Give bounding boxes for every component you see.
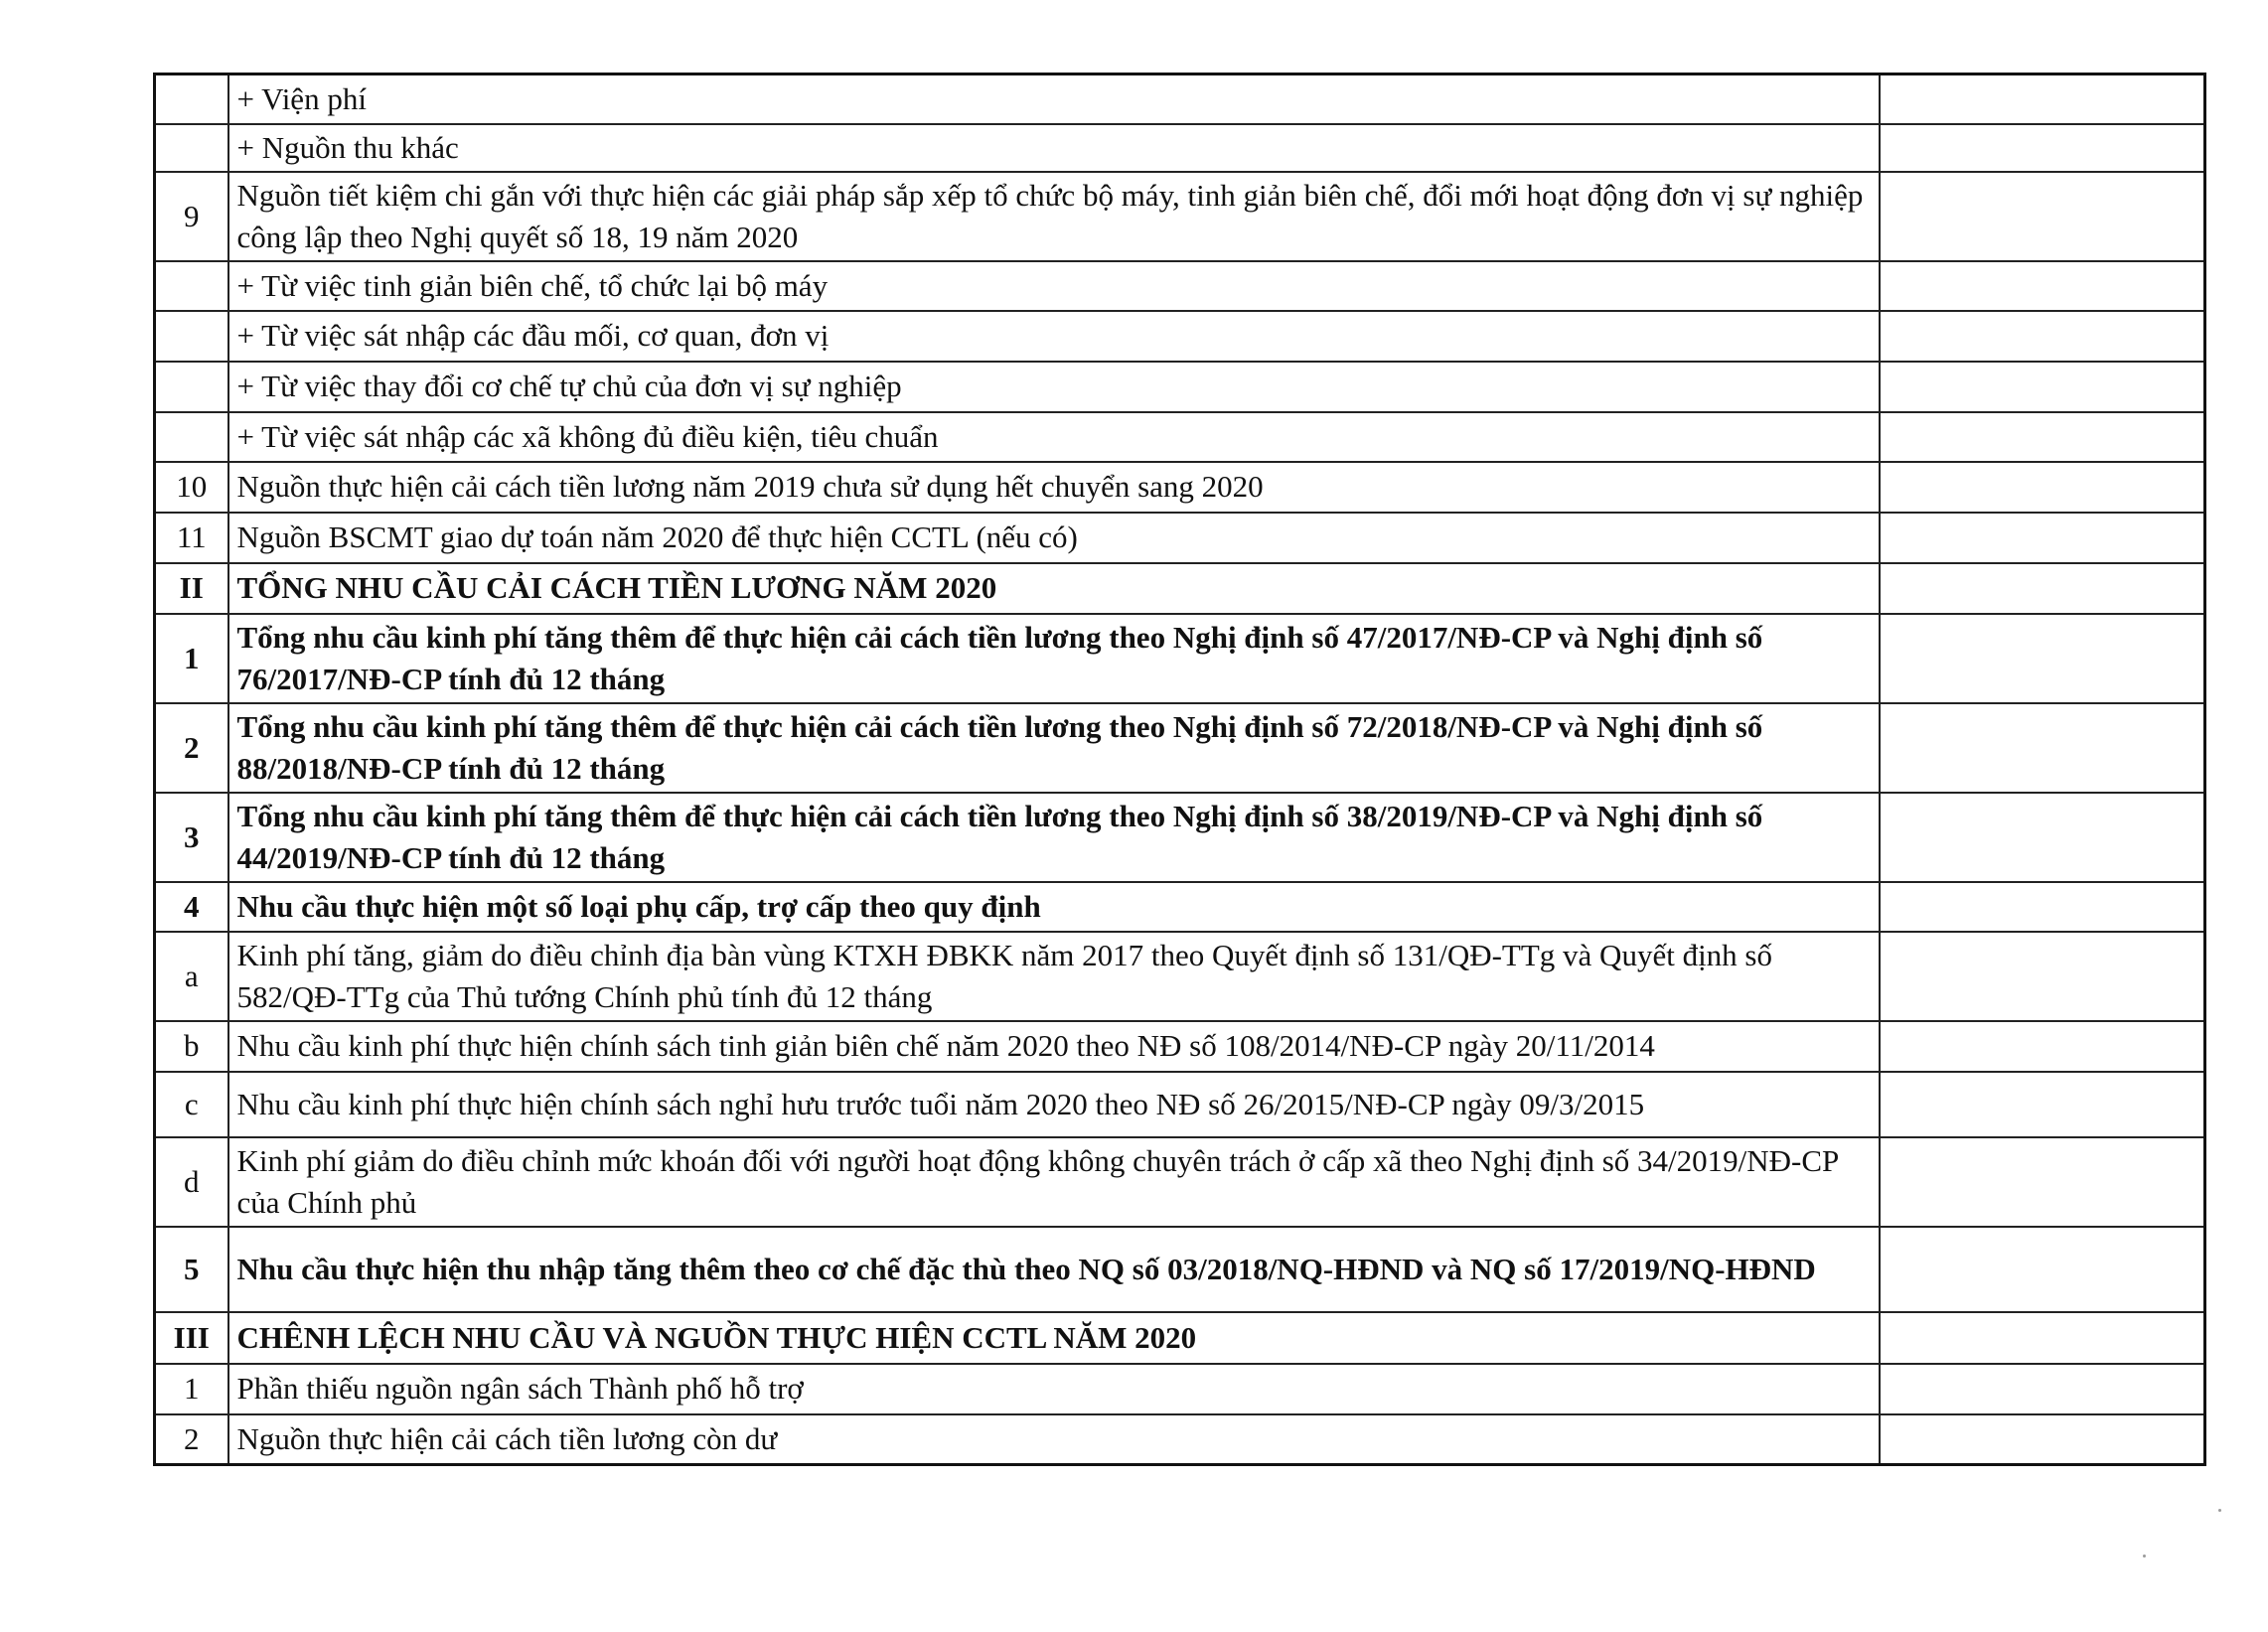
row-value-cell bbox=[1880, 703, 2205, 793]
table-row bbox=[155, 1227, 2205, 1312]
row-number: 5 bbox=[155, 1227, 228, 1312]
row-description: + Nguồn thu khác bbox=[228, 124, 1880, 172]
row-number: d bbox=[155, 1137, 228, 1227]
scan-speck bbox=[2218, 1509, 2221, 1512]
row-number bbox=[155, 412, 228, 462]
section-number: III bbox=[155, 1312, 228, 1364]
table-row bbox=[155, 793, 2205, 882]
table-row bbox=[155, 703, 2205, 793]
row-number: c bbox=[155, 1072, 228, 1137]
row-value-cell bbox=[1880, 261, 2205, 311]
row-number: 1 bbox=[155, 614, 228, 703]
row-description: + Viện phí bbox=[228, 74, 1880, 124]
section-number: II bbox=[155, 563, 228, 614]
row-value-cell bbox=[1880, 563, 2205, 614]
table-row bbox=[155, 1072, 2205, 1137]
row-value-cell bbox=[1880, 614, 2205, 703]
table-row bbox=[155, 261, 2205, 311]
row-number bbox=[155, 362, 228, 412]
row-description: Nhu cầu kinh phí thực hiện chính sách nghỉ hưu trước tuổi năm 2020 theo NĐ số 26/2015/NĐ-CP ngày 09/3/2015 bbox=[228, 1072, 1880, 1137]
row-description: + Từ việc sát nhập các đầu mối, cơ quan, đơn vị bbox=[228, 311, 1880, 362]
row-description: Nguồn tiết kiệm chi gắn với thực hiện các giải pháp sắp xếp tổ chức bộ máy, tinh giản biên chế, đổi mới hoạt động đơn vị sự nghiệp công lập theo Nghị quyết số 18, 19 năm 2020 bbox=[228, 172, 1880, 261]
scan-speck bbox=[2143, 1555, 2146, 1558]
row-value-cell bbox=[1880, 74, 2205, 124]
row-value-cell bbox=[1880, 1227, 2205, 1312]
row-number bbox=[155, 124, 228, 172]
row-description: Nhu cầu thực hiện thu nhập tăng thêm theo cơ chế đặc thù theo NQ số 03/2018/NQ-HĐND và NQ số 17/2019/NQ-HĐND bbox=[228, 1227, 1880, 1312]
row-value-cell bbox=[1880, 172, 2205, 261]
row-number: 2 bbox=[155, 703, 228, 793]
table-row bbox=[155, 362, 2205, 412]
row-description: + Từ việc sát nhập các xã không đủ điều kiện, tiêu chuẩn bbox=[228, 412, 1880, 462]
row-number bbox=[155, 311, 228, 362]
table-row bbox=[155, 311, 2205, 362]
row-number: 10 bbox=[155, 462, 228, 513]
row-number: 9 bbox=[155, 172, 228, 261]
row-description: Nhu cầu kinh phí thực hiện chính sách tinh giản biên chế năm 2020 theo NĐ số 108/2014/NĐ-CP ngày 20/11/2014 bbox=[228, 1021, 1880, 1072]
table-row bbox=[155, 1312, 2205, 1364]
row-value-cell bbox=[1880, 311, 2205, 362]
row-value-cell bbox=[1880, 1414, 2205, 1465]
row-value-cell bbox=[1880, 362, 2205, 412]
table-row bbox=[155, 932, 2205, 1021]
row-description: + Từ việc tinh giản biên chế, tổ chức lại bộ máy bbox=[228, 261, 1880, 311]
row-description: Kinh phí giảm do điều chỉnh mức khoán đối với người hoạt động không chuyên trách ở cấp xã theo Nghị định số 34/2019/NĐ-CP của Chính phủ bbox=[228, 1137, 1880, 1227]
table-row bbox=[155, 124, 2205, 172]
row-value-cell bbox=[1880, 1072, 2205, 1137]
row-number: 4 bbox=[155, 882, 228, 932]
row-number: b bbox=[155, 1021, 228, 1072]
row-description: Nguồn thực hiện cải cách tiền lương còn dư bbox=[228, 1414, 1880, 1465]
row-description: Tổng nhu cầu kinh phí tăng thêm để thực hiện cải cách tiền lương theo Nghị định số 47/2017/NĐ-CP và Nghị định số 76/2017/NĐ-CP tính đủ 12 tháng bbox=[228, 614, 1880, 703]
row-number: 1 bbox=[155, 1364, 228, 1414]
row-description: Nguồn BSCMT giao dự toán năm 2020 để thực hiện CCTL (nếu có) bbox=[228, 513, 1880, 563]
row-value-cell bbox=[1880, 882, 2205, 932]
row-description: Nhu cầu thực hiện một số loại phụ cấp, trợ cấp theo quy định bbox=[228, 882, 1880, 932]
table-row bbox=[155, 74, 2205, 124]
row-value-cell bbox=[1880, 462, 2205, 513]
table-row bbox=[155, 1414, 2205, 1465]
budget-table bbox=[153, 73, 2206, 1466]
table-row bbox=[155, 172, 2205, 261]
table-row bbox=[155, 513, 2205, 563]
row-value-cell bbox=[1880, 513, 2205, 563]
table-row bbox=[155, 882, 2205, 932]
row-description: Phần thiếu nguồn ngân sách Thành phố hỗ trợ bbox=[228, 1364, 1880, 1414]
row-number bbox=[155, 261, 228, 311]
row-number: 3 bbox=[155, 793, 228, 882]
table-row bbox=[155, 1021, 2205, 1072]
row-number: a bbox=[155, 932, 228, 1021]
row-value-cell bbox=[1880, 1364, 2205, 1414]
row-description: Tổng nhu cầu kinh phí tăng thêm để thực hiện cải cách tiền lương theo Nghị định số 38/2019/NĐ-CP và Nghị định số 44/2019/NĐ-CP tính đủ 12 tháng bbox=[228, 793, 1880, 882]
row-value-cell bbox=[1880, 1312, 2205, 1364]
row-value-cell bbox=[1880, 412, 2205, 462]
row-description: Tổng nhu cầu kinh phí tăng thêm để thực hiện cải cách tiền lương theo Nghị định số 72/2018/NĐ-CP và Nghị định số 88/2018/NĐ-CP tính đủ 12 tháng bbox=[228, 703, 1880, 793]
section-heading: CHÊNH LỆCH NHU CẦU VÀ NGUỒN THỰC HIỆN CCTL NĂM 2020 bbox=[228, 1312, 1880, 1364]
table-row bbox=[155, 614, 2205, 703]
row-description: Kinh phí tăng, giảm do điều chỉnh địa bàn vùng KTXH ĐBKK năm 2017 theo Quyết định số 131/QĐ-TTg và Quyết định số 582/QĐ-TTg của Thủ tướng Chính phủ tính đủ 12 tháng bbox=[228, 932, 1880, 1021]
row-description: + Từ việc thay đổi cơ chế tự chủ của đơn vị sự nghiệp bbox=[228, 362, 1880, 412]
table-row bbox=[155, 563, 2205, 614]
row-description: Nguồn thực hiện cải cách tiền lương năm 2019 chưa sử dụng hết chuyển sang 2020 bbox=[228, 462, 1880, 513]
section-heading: TỔNG NHU CẦU CẢI CÁCH TIỀN LƯƠNG NĂM 2020 bbox=[228, 563, 1880, 614]
table-row bbox=[155, 1364, 2205, 1414]
row-value-cell bbox=[1880, 1021, 2205, 1072]
row-value-cell bbox=[1880, 932, 2205, 1021]
table-row bbox=[155, 462, 2205, 513]
row-value-cell bbox=[1880, 793, 2205, 882]
table-row bbox=[155, 412, 2205, 462]
row-number: 11 bbox=[155, 513, 228, 563]
table-row bbox=[155, 1137, 2205, 1227]
row-value-cell bbox=[1880, 1137, 2205, 1227]
row-value-cell bbox=[1880, 124, 2205, 172]
row-number bbox=[155, 74, 228, 124]
row-number: 2 bbox=[155, 1414, 228, 1465]
